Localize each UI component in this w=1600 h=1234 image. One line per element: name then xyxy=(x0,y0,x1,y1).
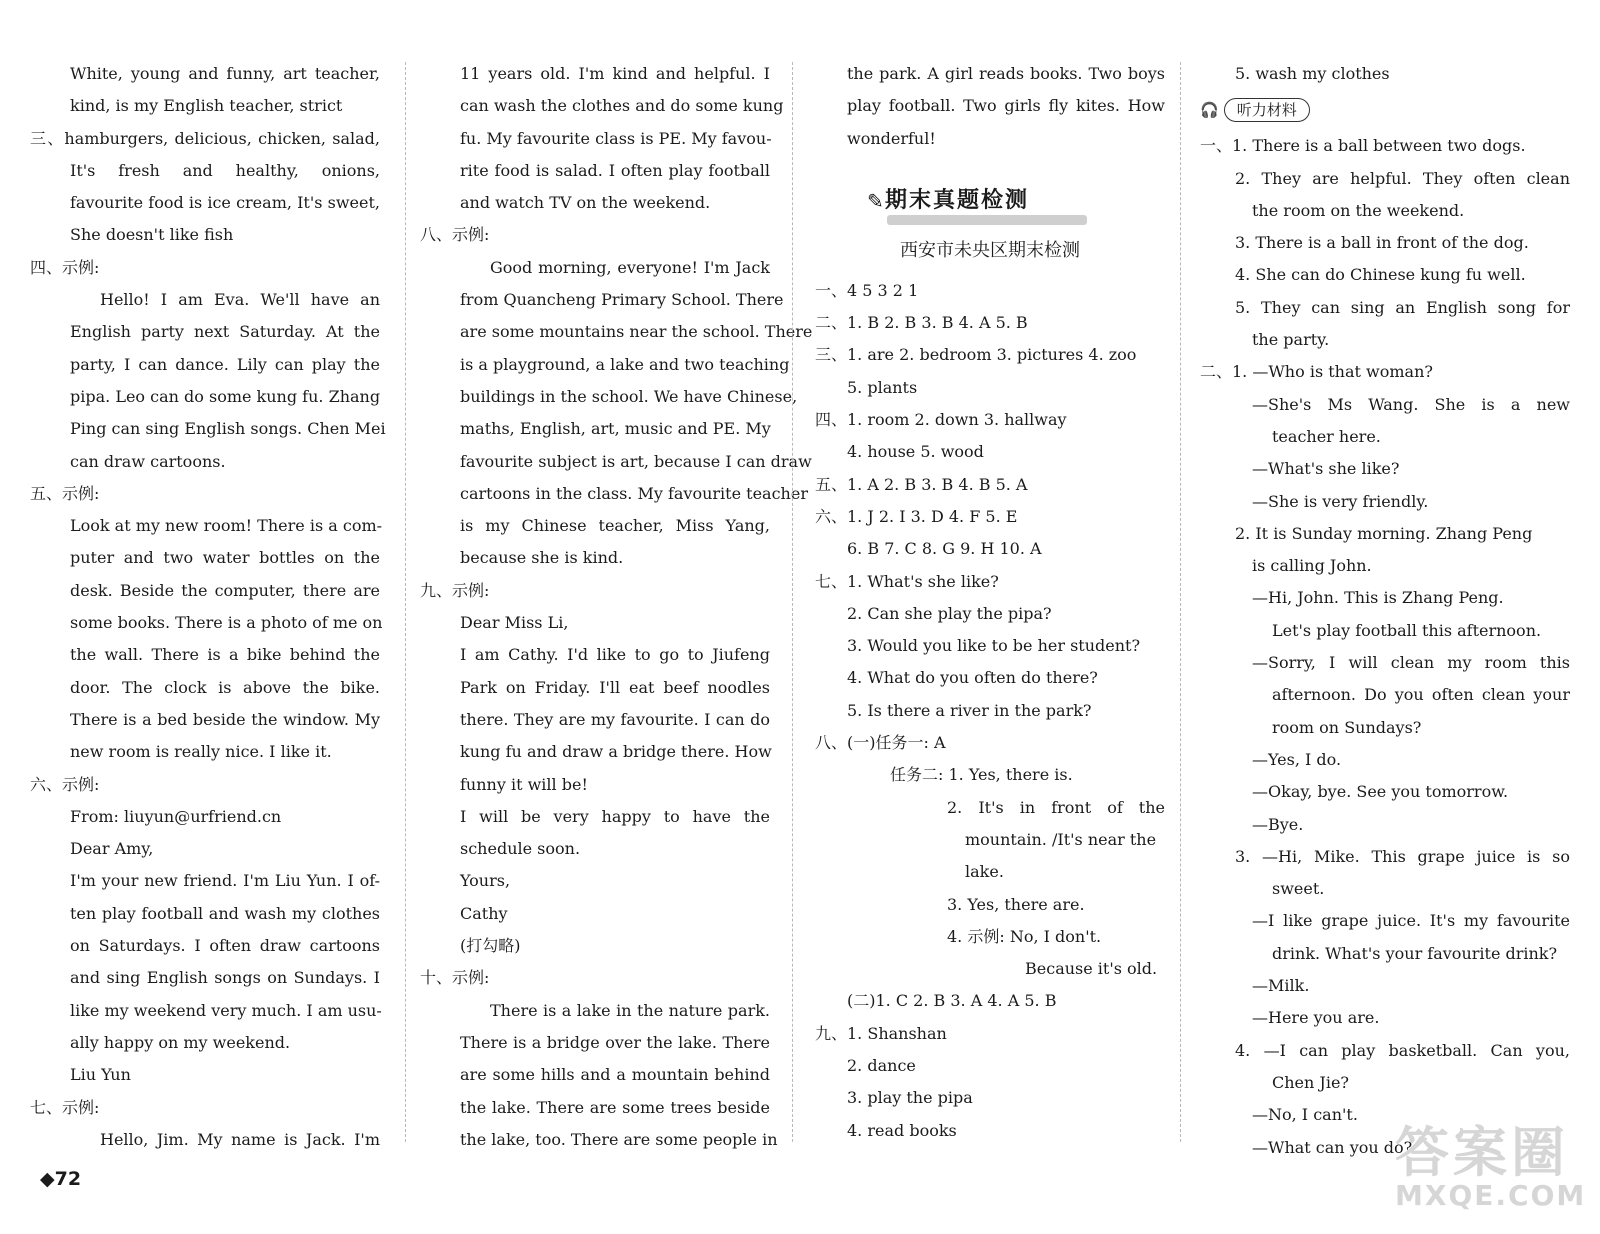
text-line: are some hills and a mountain behind xyxy=(460,1065,770,1085)
text-line: kind, is my English teacher, strict xyxy=(70,96,343,116)
text-line: 3. play the pipa xyxy=(847,1088,973,1108)
text-line: the lake, too. There are some people in xyxy=(460,1129,778,1149)
text-line: maths, English, art, music and PE. My xyxy=(460,419,771,439)
text-line: teacher here. xyxy=(1272,426,1381,446)
text-line: —Hi, John. This is Zhang Peng. xyxy=(1252,588,1504,608)
column-divider xyxy=(405,62,406,1142)
text-line: Good morning, everyone! I'm Jack xyxy=(490,257,770,277)
text-line: favourite food is ice cream, It's sweet, xyxy=(70,193,380,213)
pen-icon: ✎ xyxy=(867,188,884,213)
text-line: can wash the clothes and do some kung xyxy=(460,96,784,116)
text-line: She doesn't like fish xyxy=(70,225,234,245)
text-line: —What's she like? xyxy=(1252,459,1400,479)
page-number: ◆72 xyxy=(40,1168,82,1190)
text-line: 5. They can sing an English song for xyxy=(1235,297,1570,317)
text-line: 九、1. Shanshan xyxy=(815,1023,947,1043)
text-line: 九、示例: xyxy=(420,580,490,600)
text-line: rite food is salad. I often play football xyxy=(460,160,770,180)
text-line: there. They are my favourite. I can do xyxy=(460,709,770,729)
section-title-box xyxy=(815,171,1165,231)
listening-header xyxy=(1200,90,1570,130)
text-line: 3. There is a ball in front of the dog. xyxy=(1235,233,1529,253)
text-line: pipa. Leo can do some kung fu. Zhang xyxy=(70,386,381,406)
section-title: 期末真题检测 xyxy=(885,187,1030,213)
answer-column-2 xyxy=(420,58,813,1156)
answer-column-1 xyxy=(30,58,386,1156)
text-line: 3. —Hi, Mike. This grape juice is so xyxy=(1235,846,1570,866)
text-line: Dear Miss Li, xyxy=(460,613,569,633)
text-line: are some mountains near the school. There xyxy=(460,322,813,342)
text-line: 2. It is Sunday morning. Zhang Peng xyxy=(1235,523,1533,543)
text-line: Look at my new room! There is a com- xyxy=(70,516,383,536)
text-line: new room is really nice. I like it. xyxy=(70,742,332,762)
text-line: —No, I can't. xyxy=(1252,1105,1358,1125)
text-line: 5. plants xyxy=(847,377,918,397)
text-line: 五、示例: xyxy=(30,483,100,503)
headphones-icon: 🎧 xyxy=(1200,101,1219,120)
text-line: 4. house 5. wood xyxy=(847,442,984,462)
text-line: drink. What's your favourite drink? xyxy=(1272,943,1558,963)
text-line: Hello! I am Eva. We'll have an xyxy=(100,290,380,310)
text-line: 4. read books xyxy=(847,1120,957,1140)
watermark-url: MXQE.COM xyxy=(1395,1179,1587,1212)
text-line: 4. 示例: No, I don't. xyxy=(947,926,1102,946)
text-line: mountain. /It's near the xyxy=(965,829,1157,849)
text-line: from Quancheng Primary School. There xyxy=(460,290,784,310)
text-line: I am Cathy. I'd like to go to Jiufeng xyxy=(460,645,770,665)
text-line: 七、示例: xyxy=(30,1097,100,1117)
text-line: fu. My favourite class is PE. My favou- xyxy=(460,128,772,148)
text-line: Yours, xyxy=(460,871,511,891)
text-line: 任务二: 1. Yes, there is. xyxy=(890,765,1073,785)
column-divider xyxy=(792,62,793,1142)
text-line: (打勾略) xyxy=(460,936,521,956)
text-line: cartoons in the class. My favourite teacher xyxy=(460,483,808,503)
text-line: 三、hamburgers, delicious, chicken, salad, xyxy=(30,128,380,148)
text-line: is my Chinese teacher, Miss Yang, xyxy=(460,516,770,536)
text-line: 二、1. B 2. B 3. B 4. A 5. B xyxy=(815,313,1028,333)
text-line: —She's Ms Wang. She is a new xyxy=(1252,394,1570,414)
text-line: —Bye. xyxy=(1252,814,1304,834)
text-line: 5. wash my clothes xyxy=(1235,64,1390,83)
text-line: —Sorry, I will clean my room this xyxy=(1252,653,1570,673)
exam-subtitle: 西安市未央区期末检测 xyxy=(900,239,1080,261)
text-line: Ping can sing English songs. Chen Mei xyxy=(70,419,386,439)
text-line: 5. Is there a river in the park? xyxy=(847,700,1092,720)
text-line: because she is kind. xyxy=(460,548,624,568)
text-line: White, young and funny, art teacher, xyxy=(70,64,380,83)
answer-column-4 xyxy=(1200,58,1570,1164)
text-line: 一、1. There is a ball between two dogs. xyxy=(1200,136,1526,156)
text-line: lake. xyxy=(965,862,1004,882)
text-line: and watch TV on the weekend. xyxy=(460,193,711,213)
text-line: favourite subject is art, because I can draw xyxy=(460,451,812,471)
text-line: —Milk. xyxy=(1252,976,1310,996)
text-line: some books. There is a photo of me on xyxy=(70,613,383,633)
text-line: There is a bed beside the window. My xyxy=(70,709,380,729)
text-line: 2. It's in front of the xyxy=(947,797,1165,817)
text-line: ten play football and wash my clothes xyxy=(70,903,380,923)
watermark-text: 答案圈 xyxy=(1395,1121,1569,1184)
text-line: the park. A girl reads books. Two boys xyxy=(847,64,1165,83)
text-line: 七、1. What's she like? xyxy=(815,571,999,591)
text-line: 11 years old. I'm kind and helpful. I xyxy=(460,64,770,83)
text-line: like my weekend very much. I am usu- xyxy=(70,1000,382,1020)
text-line: on Saturdays. I often draw cartoons xyxy=(70,936,380,956)
text-line: Hello, Jim. My name is Jack. I'm xyxy=(100,1129,380,1149)
text-line: I will be very happy to have the xyxy=(460,806,770,826)
leaf-icon: ◆ xyxy=(40,1168,55,1190)
text-line: 2. Can she play the pipa? xyxy=(847,603,1052,623)
text-line: 六、1. J 2. I 3. D 4. F 5. E xyxy=(815,506,1018,526)
text-line: Let's play football this afternoon. xyxy=(1272,620,1542,640)
text-line: can draw cartoons. xyxy=(70,451,226,471)
text-line: 四、1. room 2. down 3. hallway xyxy=(815,410,1067,430)
text-line: From: liuyun@urfriend.cn xyxy=(70,806,282,826)
text-line: 一、4 5 3 2 1 xyxy=(815,280,919,300)
text-line: There is a lake in the nature park. xyxy=(490,1000,770,1020)
text-line: Park on Friday. I'll eat beef noodles xyxy=(460,677,770,697)
text-line: English party next Saturday. At the xyxy=(70,322,380,342)
text-line: the party. xyxy=(1252,330,1330,350)
text-line: 八、示例: xyxy=(420,225,490,245)
text-line: is calling John. xyxy=(1252,556,1372,576)
listening-tag: 听力材料 xyxy=(1224,98,1310,122)
text-line: 4. What do you often do there? xyxy=(847,668,1098,688)
text-line: buildings in the school. We have Chinese, xyxy=(460,386,798,406)
text-line: Chen Jie? xyxy=(1272,1072,1349,1092)
text-line: Liu Yun xyxy=(70,1065,131,1085)
text-line: 六、示例: xyxy=(30,774,100,794)
text-line: Cathy xyxy=(460,903,508,923)
text-line: kung fu and draw a bridge there. How xyxy=(460,742,772,762)
text-line: 十、示例: xyxy=(420,968,490,988)
answer-column-3 xyxy=(815,58,1165,1147)
text-line: room on Sundays? xyxy=(1272,717,1422,737)
text-line: the room on the weekend. xyxy=(1252,200,1465,220)
text-line: Dear Amy, xyxy=(70,839,154,859)
text-line: —She is very friendly. xyxy=(1252,491,1429,511)
text-line: play football. Two girls fly kites. How xyxy=(847,96,1165,116)
text-line: 四、示例: xyxy=(30,257,100,277)
text-line: the lake. There are some trees beside xyxy=(460,1097,770,1117)
text-line: 3. Would you like to be her student? xyxy=(847,636,1141,656)
text-line: 五、1. A 2. B 3. B 4. B 5. A xyxy=(815,474,1028,494)
column-divider xyxy=(1180,62,1181,1142)
text-line: is a playground, a lake and two teaching xyxy=(460,354,790,374)
text-line: 八、(一)任务一: A xyxy=(815,733,946,753)
text-line: 2. dance xyxy=(847,1056,916,1076)
text-line: (二)1. C 2. B 3. A 4. A 5. B xyxy=(847,991,1057,1011)
text-line: —What can you do? xyxy=(1252,1137,1413,1157)
text-line: funny it will be! xyxy=(460,774,588,794)
text-line: 4. —I can play basketball. Can you, xyxy=(1235,1040,1570,1060)
text-line: desk. Beside the computer, there are xyxy=(70,580,380,600)
text-line: sweet. xyxy=(1272,879,1325,899)
text-line: ally happy on my weekend. xyxy=(70,1032,291,1052)
watermark xyxy=(1395,1110,1586,1212)
text-line: —Here you are. xyxy=(1252,1008,1380,1028)
text-line: 3. Yes, there are. xyxy=(947,894,1085,914)
text-line: 三、1. are 2. bedroom 3. pictures 4. zoo xyxy=(815,345,1137,365)
text-line: afternoon. Do you often clean your xyxy=(1272,685,1570,705)
text-line: 4. She can do Chinese kung fu well. xyxy=(1235,265,1526,285)
text-line: —Okay, bye. See you tomorrow. xyxy=(1252,782,1509,802)
text-line: schedule soon. xyxy=(460,839,581,859)
text-line: door. The clock is above the bike. xyxy=(70,677,380,697)
text-line: 6. B 7. C 8. G 9. H 10. A xyxy=(847,539,1042,559)
text-line: party, I can dance. Lily can play the xyxy=(70,354,380,374)
text-line: Because it's old. xyxy=(1025,959,1158,979)
text-line: —Yes, I do. xyxy=(1252,749,1342,769)
text-line: 2. They are helpful. They often clean xyxy=(1235,168,1570,188)
text-line: and sing English songs on Sundays. I xyxy=(70,968,380,988)
text-line: I'm your new friend. I'm Liu Yun. I of- xyxy=(70,871,380,891)
text-line: the wall. There is a bike behind the xyxy=(70,645,380,665)
text-line: There is a bridge over the lake. There xyxy=(460,1032,770,1052)
text-line: wonderful! xyxy=(847,128,936,148)
text-line: puter and two water bottles on the xyxy=(70,548,380,568)
text-line: It's fresh and healthy, onions, xyxy=(70,160,380,180)
text-line: —I like grape juice. It's my favourite xyxy=(1252,911,1570,931)
text-line: 二、1. —Who is that woman? xyxy=(1200,362,1433,382)
